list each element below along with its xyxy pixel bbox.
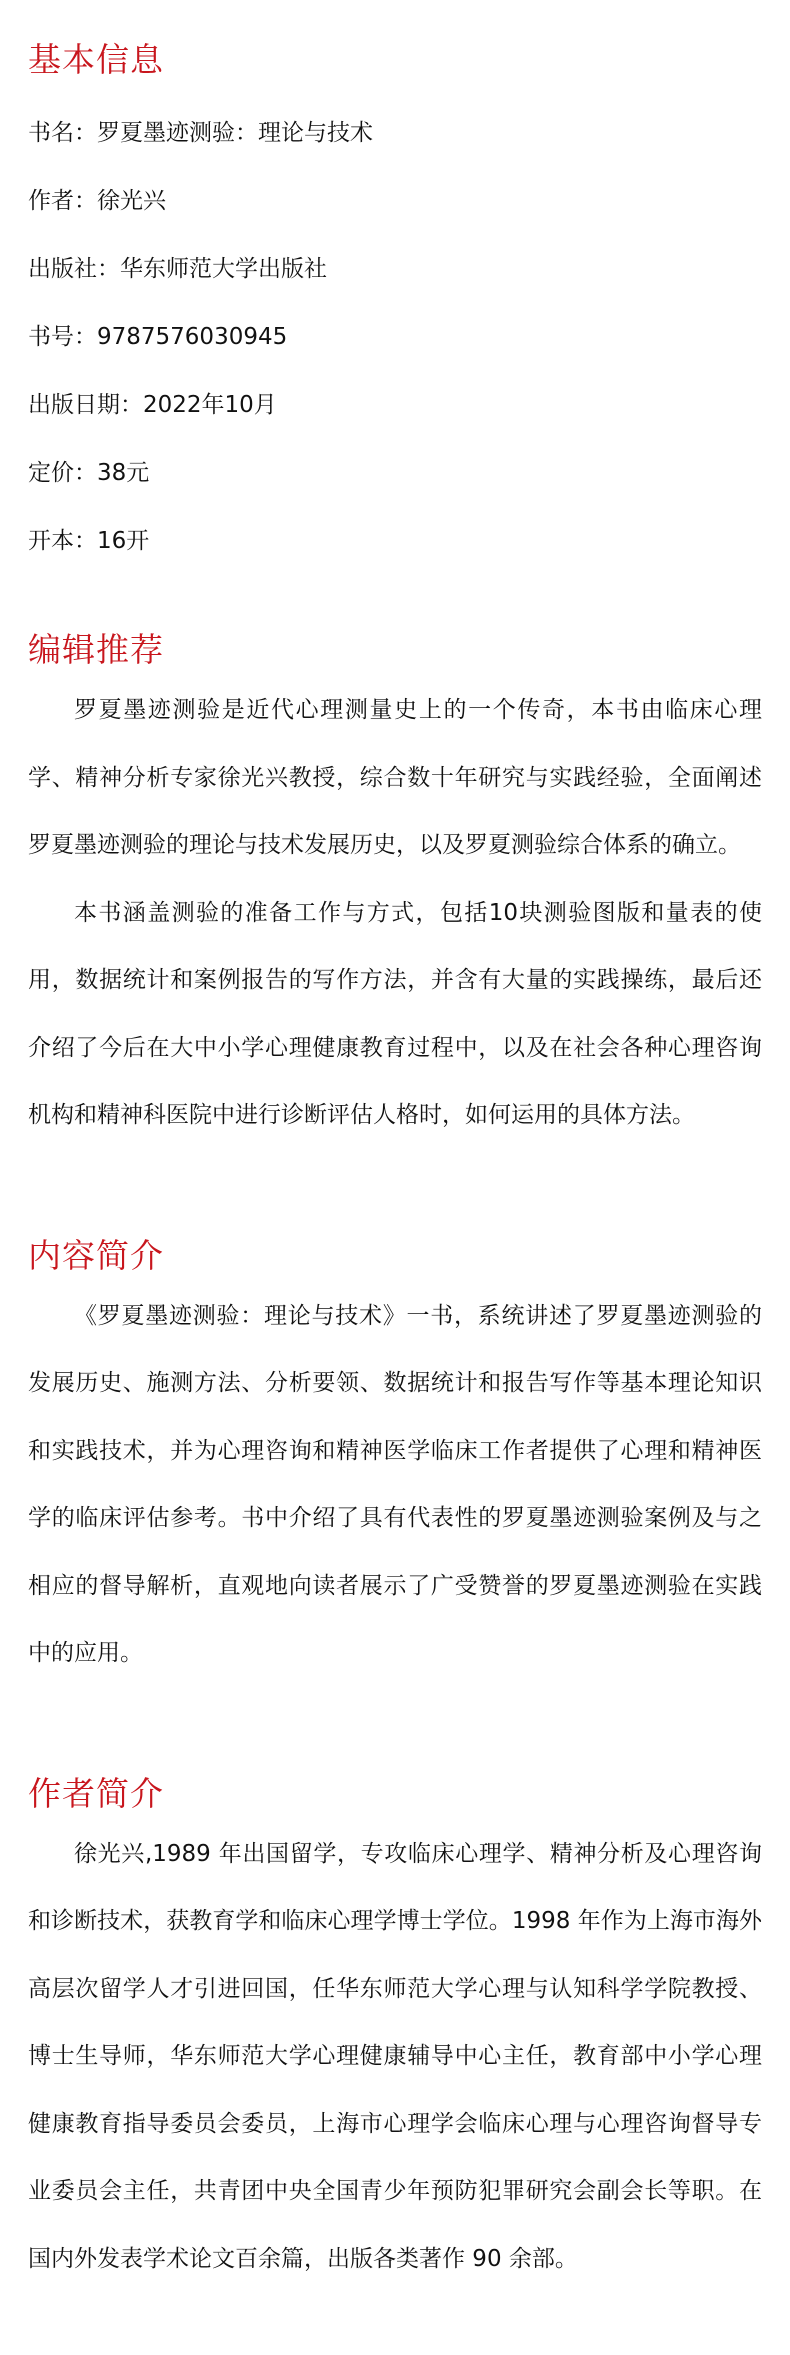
editor-recommendation-paragraph: 本书涵盖测验的准备工作与方式，包括10块测验图版和量表的使用，数据统计和案例报告的写作方法，并含有大量的实践操练，最后还介绍了今后在大中小学心理健康教育过程中，以及在社会各种心理咨询机构和精神科医院中进行诊断评估人格时，如何运用的具体方法。 bbox=[28, 899, 762, 1128]
format-line: 开本：16开 bbox=[28, 528, 150, 554]
editor-recommendation-section bbox=[28, 630, 762, 1150]
publish-date-line: 出版日期：2022年10月 bbox=[28, 392, 277, 418]
basic-info-heading: 基本信息 bbox=[28, 40, 164, 79]
content-summary-paragraph: 《罗夏墨迹测验：理论与技术》一书，系统讲述了罗夏墨迹测验的发展历史、施测方法、分析要领、数据统计和报告写作等基本理论知识和实践技术，并为心理咨询和精神医学临床工作者提供了心理和精神医学的临床评估参考。书中介绍了具有代表性的罗夏墨迹测验案例及与之相应的督导解析，直观地向读者展示了广受赞誉的罗夏墨迹测验在实践中的应用。 bbox=[28, 1302, 762, 1666]
editor-recommendation-heading: 编辑推荐 bbox=[28, 630, 164, 669]
editor-recommendation-paragraph: 罗夏墨迹测验是近代心理测量史上的一个传奇，本书由临床心理学、精神分析专家徐光兴教授，综合数十年研究与实践经验，全面阐述罗夏墨迹测验的理论与技术发展历史，以及罗夏测验综合体系的确立。 bbox=[28, 697, 762, 858]
isbn-line: 书号：9787576030945 bbox=[28, 324, 288, 350]
book-title-line: 书名：罗夏墨迹测验：理论与技术 bbox=[28, 120, 373, 146]
content-summary-section bbox=[28, 1236, 762, 1688]
content-summary-heading: 内容简介 bbox=[28, 1235, 164, 1275]
author-line: 作者：徐光兴 bbox=[28, 188, 166, 214]
author-intro-section bbox=[28, 1774, 762, 2294]
publisher-line: 出版社：华东师范大学出版社 bbox=[28, 256, 327, 282]
price-line: 定价：38元 bbox=[28, 460, 150, 486]
author-intro-heading: 作者简介 bbox=[28, 1773, 164, 1813]
author-intro-paragraph: 徐光兴,1989 年出国留学，专攻临床心理学、精神分析及心理咨询和诊断技术，获教育学和临床心理学博士学位。1998 年作为上海市海外高层次留学人才引进回国，任华东师范大学心理与认知科学学院教授、博士生导师，华东师范大学心理健康辅导中心主任，教育部中小学心理健康教育指导委员会委员，上海市心理学会临床心理与心理咨询督导专业委员会主任，共青团中央全国青少年预防犯罪研究会副会长等职。在国内外发表学术论文百余篇，出版各类著作 90 余部。 bbox=[28, 1840, 762, 2272]
basic-info-section bbox=[28, 0, 762, 556]
